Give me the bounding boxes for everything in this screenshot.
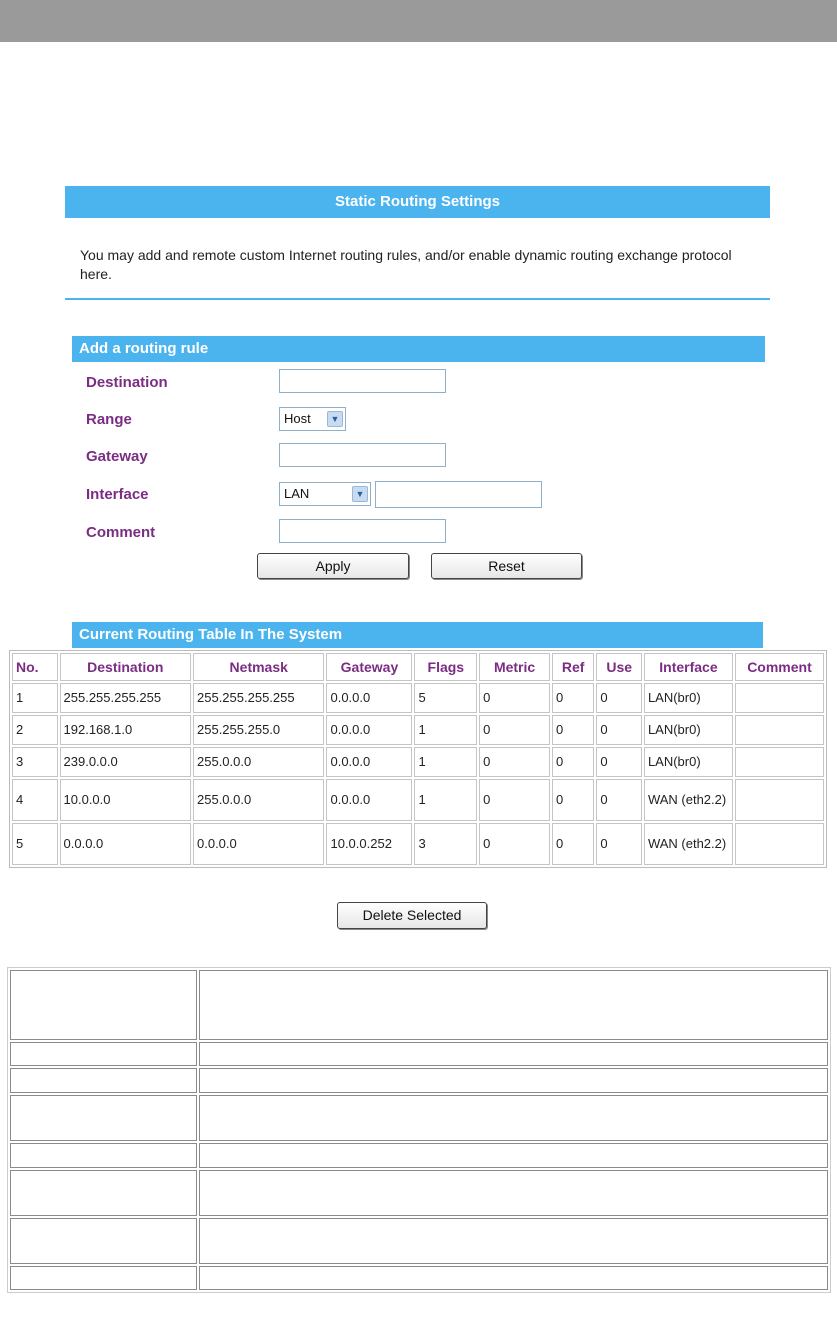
cell-netmask: 255.0.0.0 — [193, 747, 324, 777]
cell-interface: WAN (eth2.2) — [644, 823, 733, 865]
cell-no: 4 — [12, 779, 58, 821]
cell-interface: LAN(br0) — [644, 747, 733, 777]
cell-metric: 0 — [479, 683, 550, 713]
column-header: Use — [596, 653, 642, 681]
table-cell — [199, 1170, 828, 1216]
table-cell — [199, 1218, 828, 1264]
cell-netmask: 0.0.0.0 — [193, 823, 324, 865]
cell-destination: 255.255.255.255 — [60, 683, 191, 713]
table-row — [10, 1143, 828, 1168]
cell-interface: LAN(br0) — [644, 715, 733, 745]
description-table — [7, 967, 831, 1293]
table-row — [10, 1266, 828, 1290]
comment-input[interactable] — [279, 519, 446, 543]
cell-flags: 1 — [414, 715, 477, 745]
cell-no: 3 — [12, 747, 58, 777]
table-row[interactable] — [12, 715, 824, 745]
range-select-value: Host — [284, 411, 311, 426]
cell-no: 5 — [12, 823, 58, 865]
table-row — [10, 970, 828, 1040]
column-header: Comment — [735, 653, 824, 681]
destination-label: Destination — [86, 374, 168, 391]
cell-no: 2 — [12, 715, 58, 745]
divider — [65, 298, 770, 300]
add-rule-heading: Add a routing rule — [72, 336, 765, 362]
destination-input[interactable] — [279, 369, 446, 393]
table-row[interactable] — [12, 779, 824, 821]
cell-netmask: 255.255.255.0 — [193, 715, 324, 745]
cell-use: 0 — [596, 747, 642, 777]
cell-metric: 0 — [479, 823, 550, 865]
cell-interface: LAN(br0) — [644, 683, 733, 713]
cell-ref: 0 — [552, 683, 594, 713]
routing-table — [9, 650, 827, 868]
cell-flags: 1 — [414, 747, 477, 777]
cell-gateway: 10.0.0.252 — [326, 823, 412, 865]
cell-flags: 3 — [414, 823, 477, 865]
cell-ref: 0 — [552, 747, 594, 777]
cell-netmask: 255.255.255.255 — [193, 683, 324, 713]
table-cell — [199, 1095, 828, 1141]
column-header: Destination — [60, 653, 191, 681]
table-cell — [199, 970, 828, 1040]
cell-destination: 0.0.0.0 — [60, 823, 191, 865]
table-row — [10, 1068, 828, 1093]
table-cell — [199, 1068, 828, 1093]
column-header: Netmask — [193, 653, 324, 681]
cell-gateway: 0.0.0.0 — [326, 683, 412, 713]
cell-comment — [735, 747, 824, 777]
range-label: Range — [86, 411, 132, 428]
interface-label: Interface — [86, 486, 149, 503]
column-header: Gateway — [326, 653, 412, 681]
cell-destination: 10.0.0.0 — [60, 779, 191, 821]
range-select[interactable] — [279, 407, 346, 431]
cell-use: 0 — [596, 683, 642, 713]
table-row — [10, 1095, 828, 1141]
interface-custom-input[interactable] — [375, 481, 542, 508]
reset-button[interactable]: Reset — [431, 553, 582, 579]
comment-label: Comment — [86, 524, 156, 541]
gateway-input[interactable] — [279, 443, 446, 467]
cell-comment — [735, 779, 824, 821]
table-row[interactable] — [12, 823, 824, 865]
table-row — [10, 1042, 828, 1066]
cell-metric: 0 — [479, 715, 550, 745]
cell-destination: 192.168.1.0 — [60, 715, 191, 745]
chevron-down-icon[interactable]: ▼ — [327, 411, 343, 427]
cell-comment — [735, 715, 824, 745]
apply-button[interactable]: Apply — [257, 553, 409, 579]
cell-flags: 5 — [414, 683, 477, 713]
table-cell — [10, 1095, 197, 1141]
column-header: Interface — [644, 653, 733, 681]
table-cell — [10, 1218, 197, 1264]
cell-gateway: 0.0.0.0 — [326, 779, 412, 821]
cell-gateway: 0.0.0.0 — [326, 747, 412, 777]
cell-destination: 239.0.0.0 — [60, 747, 191, 777]
table-row[interactable] — [12, 683, 824, 713]
cell-ref: 0 — [552, 823, 594, 865]
delete-selected-button[interactable]: Delete Selected — [337, 902, 487, 929]
table-cell — [10, 970, 197, 1040]
cell-no: 1 — [12, 683, 58, 713]
cell-metric: 0 — [479, 747, 550, 777]
cell-ref: 0 — [552, 715, 594, 745]
cell-comment — [735, 683, 824, 713]
column-header: No. — [12, 653, 58, 681]
table-row — [10, 1170, 828, 1216]
routing-table-heading: Current Routing Table In The System — [72, 622, 763, 648]
table-cell — [10, 1042, 197, 1066]
top-banner — [0, 0, 837, 42]
cell-comment — [735, 823, 824, 865]
cell-interface: WAN (eth2.2) — [644, 779, 733, 821]
cell-netmask: 255.0.0.0 — [193, 779, 324, 821]
column-header: Metric — [479, 653, 550, 681]
cell-ref: 0 — [552, 779, 594, 821]
table-row — [10, 1218, 828, 1264]
table-cell — [10, 1068, 197, 1093]
table-cell — [199, 1266, 828, 1290]
gateway-label: Gateway — [86, 448, 148, 465]
table-header-row — [12, 653, 824, 681]
cell-use: 0 — [596, 823, 642, 865]
table-cell — [199, 1143, 828, 1168]
cell-gateway: 0.0.0.0 — [326, 715, 412, 745]
cell-use: 0 — [596, 715, 642, 745]
column-header: Flags — [414, 653, 477, 681]
cell-metric: 0 — [479, 779, 550, 821]
table-cell — [10, 1170, 197, 1216]
intro-text: You may add and remote custom Internet routing rules, and/or enable dynamic routing exchange protocol here. — [80, 247, 732, 282]
page-title: Static Routing Settings — [65, 186, 770, 218]
table-cell — [10, 1143, 197, 1168]
table-cell — [199, 1042, 828, 1066]
cell-use: 0 — [596, 779, 642, 821]
interface-select[interactable] — [279, 482, 371, 506]
column-header: Ref — [552, 653, 594, 681]
chevron-down-icon[interactable]: ▼ — [352, 486, 368, 502]
interface-select-value: LAN — [284, 486, 310, 501]
cell-flags: 1 — [414, 779, 477, 821]
table-cell — [10, 1266, 197, 1290]
table-row[interactable] — [12, 747, 824, 777]
